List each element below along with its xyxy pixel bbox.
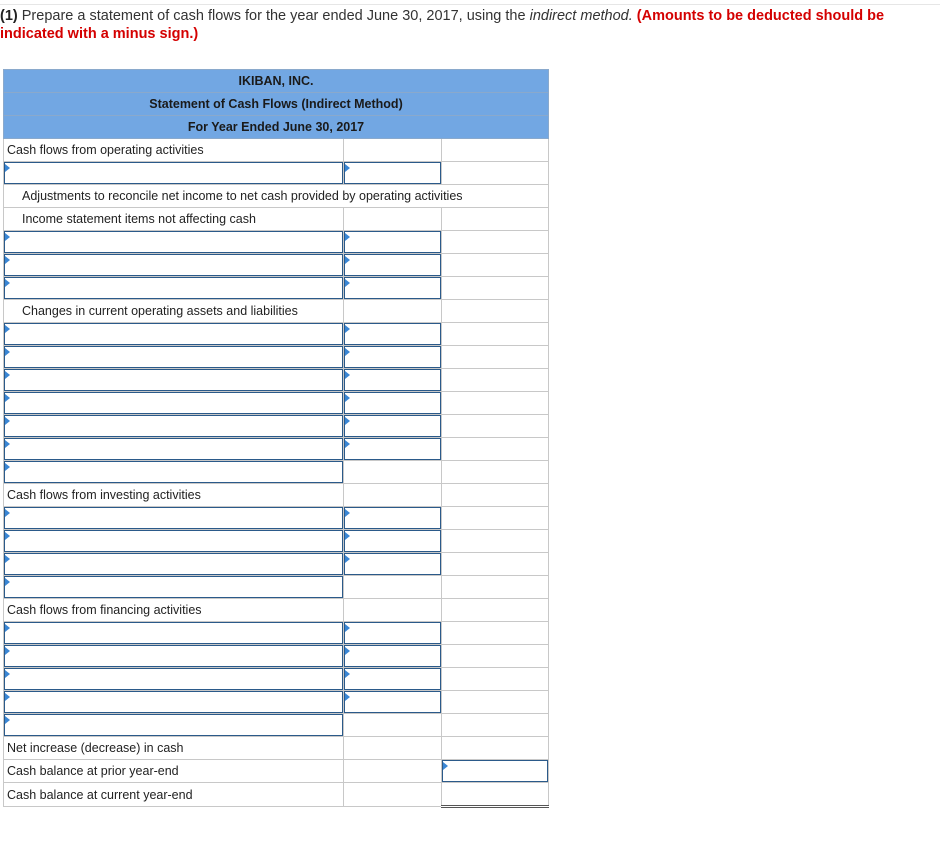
input-marker-icon <box>345 371 350 379</box>
line-item-amount-input-18[interactable] <box>344 668 441 690</box>
input-marker-icon <box>5 509 10 517</box>
line-item-description-input-6[interactable] <box>4 346 343 368</box>
line-item-amount-input-5[interactable] <box>344 323 441 345</box>
input-marker-icon <box>5 463 10 471</box>
statement-row <box>4 208 549 231</box>
line-item-description-input-15[interactable] <box>4 576 343 598</box>
statement-row <box>4 691 549 714</box>
statement-row <box>4 783 549 807</box>
prior-balance-label: Cash balance at prior year-end <box>4 760 344 783</box>
financing-heading: Cash flows from financing activities <box>4 599 344 622</box>
line-item-description-input-20[interactable] <box>4 714 343 736</box>
input-marker-icon <box>345 164 350 172</box>
line-item-description-input-4[interactable] <box>4 277 343 299</box>
line-item-description-input-12[interactable] <box>4 507 343 529</box>
input-marker-icon <box>5 394 10 402</box>
line-item-description-input-11[interactable] <box>4 461 343 483</box>
line-item-description-input-18[interactable] <box>4 668 343 690</box>
input-marker-icon <box>345 532 350 540</box>
line-item-description-input-16[interactable] <box>4 622 343 644</box>
statement-row <box>4 553 549 576</box>
line-item-description-input-8[interactable] <box>4 392 343 414</box>
net-change-label: Net increase (decrease) in cash <box>4 737 344 760</box>
changes-heading: Changes in current operating assets and liabilities <box>4 300 344 323</box>
line-item-amount-input-4[interactable] <box>344 277 441 299</box>
instruction-text <box>0 7 935 43</box>
line-item-amount-input-10[interactable] <box>344 438 441 460</box>
line-item-amount-input-12[interactable] <box>344 507 441 529</box>
statement-row <box>4 369 549 392</box>
input-marker-icon <box>5 624 10 632</box>
statement-row <box>4 461 549 484</box>
statement-row <box>4 254 549 277</box>
line-item-description-input-10[interactable] <box>4 438 343 460</box>
statement-row <box>4 231 549 254</box>
line-item-amount-input-14[interactable] <box>344 553 441 575</box>
prior-cash-balance-input[interactable] <box>442 760 548 782</box>
operating-heading: Cash flows from operating activities <box>4 139 344 162</box>
line-item-description-input-9[interactable] <box>4 415 343 437</box>
input-marker-icon <box>5 417 10 425</box>
company-name: IKIBAN, INC. <box>4 70 549 93</box>
adjustments-heading: Adjustments to reconcile net income to net cash provided by operating activities <box>4 185 549 208</box>
statement-row <box>4 277 549 300</box>
input-marker-icon <box>5 233 10 241</box>
input-marker-icon <box>345 555 350 563</box>
line-item-amount-input-19[interactable] <box>344 691 441 713</box>
line-item-amount-input-7[interactable] <box>344 369 441 391</box>
instruction-main: Prepare a statement of cash flows for the year ended June 30, 2017, using the <box>17 8 530 24</box>
input-marker-icon <box>345 670 350 678</box>
statement-row <box>4 415 549 438</box>
input-marker-icon <box>5 693 10 701</box>
line-item-amount-input-13[interactable] <box>344 530 441 552</box>
line-item-description-input-17[interactable] <box>4 645 343 667</box>
input-marker-icon <box>443 762 448 770</box>
input-marker-icon <box>5 164 10 172</box>
line-item-description-input-3[interactable] <box>4 254 343 276</box>
input-marker-icon <box>345 279 350 287</box>
statement-row <box>4 300 549 323</box>
line-item-description-input-19[interactable] <box>4 691 343 713</box>
input-marker-icon <box>5 348 10 356</box>
statement-row <box>4 507 549 530</box>
statement-row <box>4 185 549 208</box>
input-marker-icon <box>5 532 10 540</box>
current-balance-label: Cash balance at current year-end <box>4 783 344 807</box>
input-marker-icon <box>345 417 350 425</box>
line-item-description-input-1[interactable] <box>4 162 343 184</box>
question-number: (1) <box>0 8 18 24</box>
input-marker-icon <box>345 256 350 264</box>
input-marker-icon <box>5 256 10 264</box>
input-marker-icon <box>345 233 350 241</box>
statement-row <box>4 668 549 691</box>
instruction-method: indirect method. <box>529 8 633 24</box>
line-item-amount-input-2[interactable] <box>344 231 441 253</box>
line-item-amount-input-17[interactable] <box>344 645 441 667</box>
statement-row <box>4 737 549 760</box>
statement-row <box>4 438 549 461</box>
statement-row <box>4 162 549 185</box>
statement-row <box>4 346 549 369</box>
input-marker-icon <box>5 325 10 333</box>
line-item-amount-input-1[interactable] <box>344 162 441 184</box>
input-marker-icon <box>5 279 10 287</box>
statement-row <box>4 599 549 622</box>
input-marker-icon <box>5 371 10 379</box>
top-divider <box>0 4 940 5</box>
instruction-note: (Amounts to be deducted should be indicated with a minus sign.) <box>0 8 885 42</box>
line-item-description-input-14[interactable] <box>4 553 343 575</box>
cash-flow-statement <box>3 69 549 808</box>
statement-title: Statement of Cash Flows (Indirect Method) <box>4 93 549 116</box>
line-item-description-input-2[interactable] <box>4 231 343 253</box>
input-marker-icon <box>345 693 350 701</box>
statement-row <box>4 760 549 783</box>
statement-row <box>4 139 549 162</box>
line-item-description-input-5[interactable] <box>4 323 343 345</box>
input-marker-icon <box>5 555 10 563</box>
input-marker-icon <box>5 578 10 586</box>
line-item-amount-input-6[interactable] <box>344 346 441 368</box>
noncash-heading: Income statement items not affecting cash <box>4 208 344 231</box>
statement-period: For Year Ended June 30, 2017 <box>4 116 549 139</box>
investing-heading: Cash flows from investing activities <box>4 484 344 507</box>
input-marker-icon <box>345 647 350 655</box>
input-marker-icon <box>345 348 350 356</box>
statement-row <box>4 530 549 553</box>
input-marker-icon <box>345 325 350 333</box>
input-marker-icon <box>5 647 10 655</box>
line-item-amount-input-8[interactable] <box>344 392 441 414</box>
statement-row <box>4 484 549 507</box>
input-marker-icon <box>345 509 350 517</box>
line-item-description-input-7[interactable] <box>4 369 343 391</box>
input-marker-icon <box>345 394 350 402</box>
input-marker-icon <box>345 624 350 632</box>
statement-row <box>4 714 549 737</box>
input-marker-icon <box>5 716 10 724</box>
line-item-amount-input-3[interactable] <box>344 254 441 276</box>
line-item-amount-input-9[interactable] <box>344 415 441 437</box>
statement-row <box>4 392 549 415</box>
input-marker-icon <box>345 440 350 448</box>
statement-row <box>4 323 549 346</box>
line-item-amount-input-16[interactable] <box>344 622 441 644</box>
line-item-description-input-13[interactable] <box>4 530 343 552</box>
statement-row <box>4 576 549 599</box>
statement-row <box>4 622 549 645</box>
input-marker-icon <box>5 440 10 448</box>
statement-row <box>4 645 549 668</box>
input-marker-icon <box>5 670 10 678</box>
